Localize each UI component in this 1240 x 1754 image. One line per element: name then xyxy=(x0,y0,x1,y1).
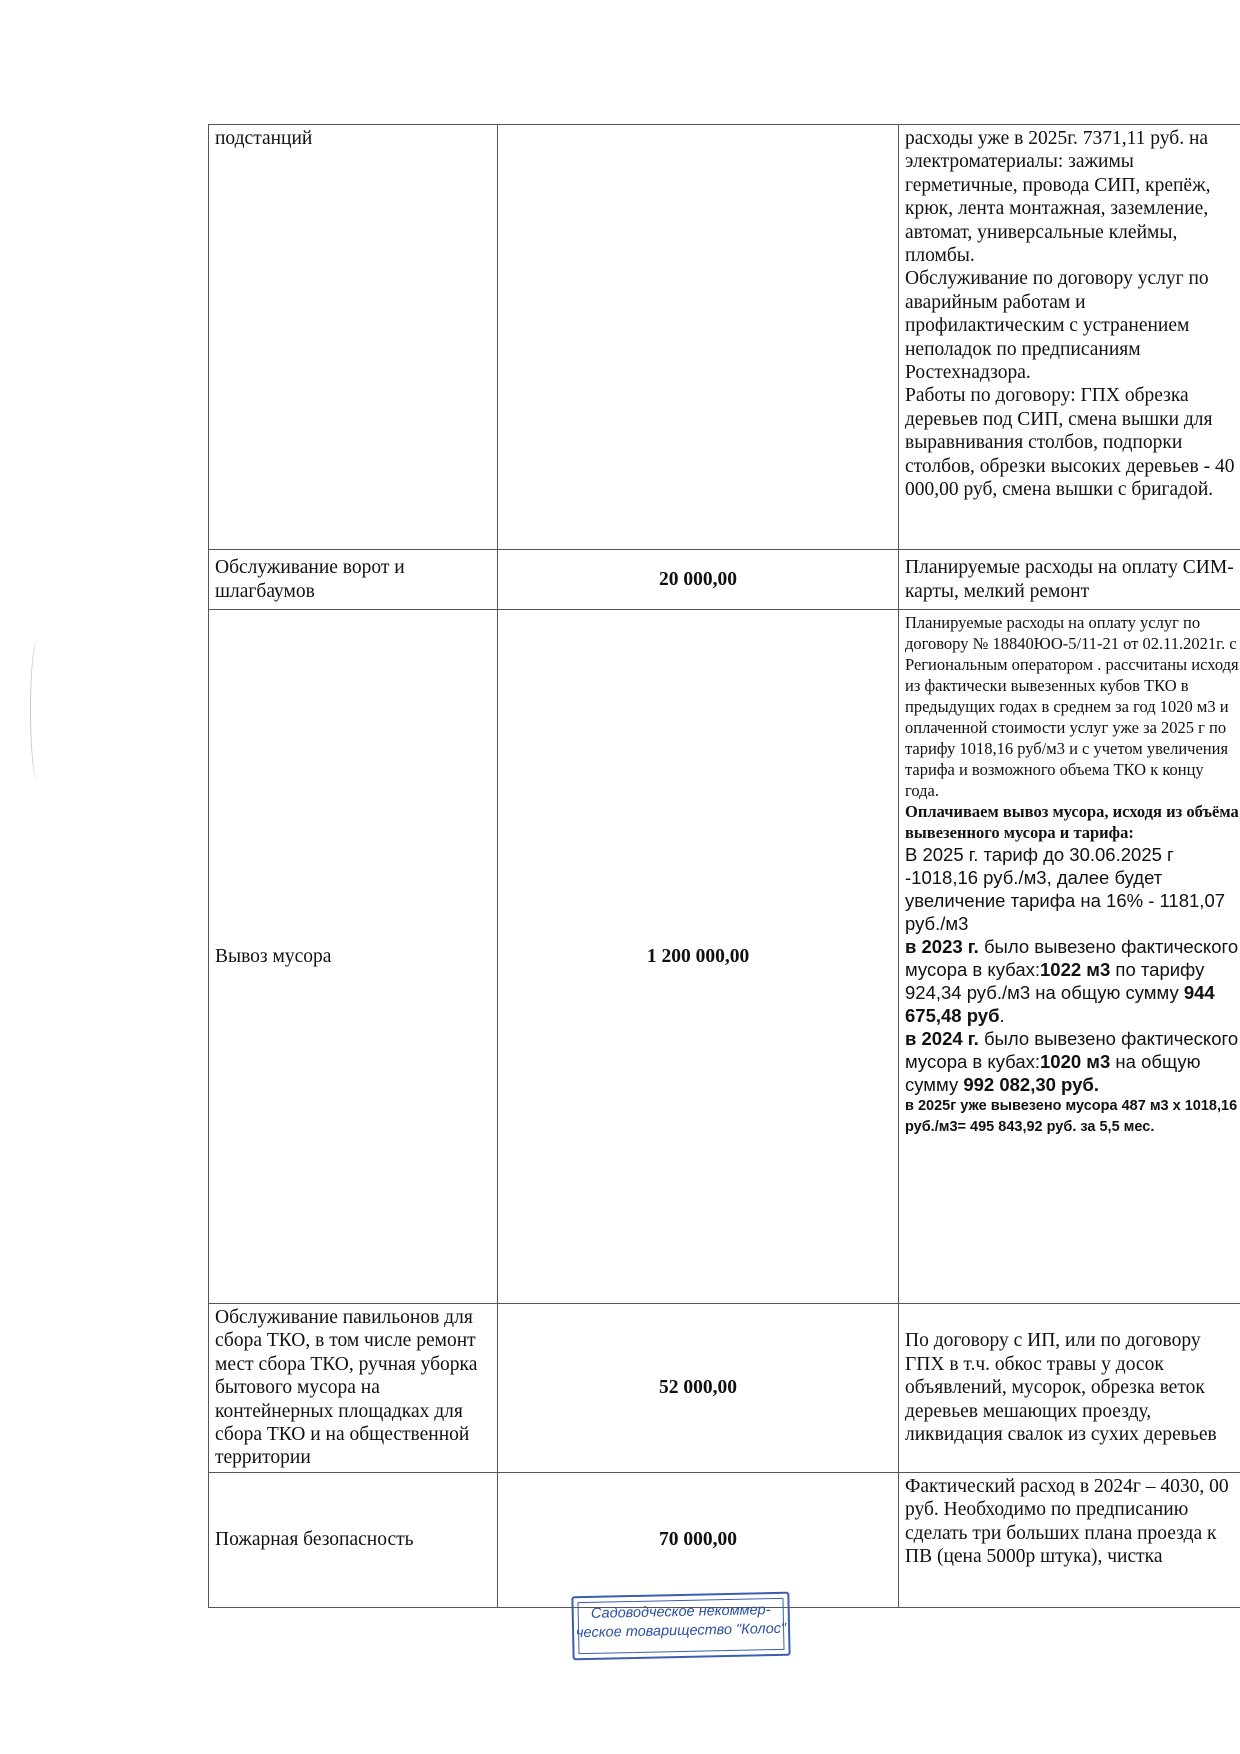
year-2023-end: . xyxy=(999,1005,1005,1026)
year-2024-label: в 2024 г. xyxy=(905,1028,979,1049)
amount-cell xyxy=(498,550,899,610)
year-2023-text xyxy=(905,935,1240,1027)
scan-artifact xyxy=(30,640,45,780)
organization-stamp xyxy=(571,1592,790,1661)
amount-cell xyxy=(498,610,899,1304)
year-2024-sum: 992 082,30 руб. xyxy=(963,1074,1099,1095)
item-label: Обслуживание ворот и шлагбаумов xyxy=(215,557,405,602)
amount-value: 70 000,00 xyxy=(659,1529,737,1551)
description-cell xyxy=(899,1472,1240,1607)
year-2023-volume: 1022 м3 xyxy=(1040,959,1111,980)
stamp-line-1: Садоводческое некоммер- xyxy=(590,1602,771,1622)
description-text: Планируемые расходы на оплату СИМ-карты, мелкий ремонт xyxy=(905,557,1234,602)
item-label: Пожарная безопасность xyxy=(215,1529,414,1551)
item-cell xyxy=(209,1472,498,1607)
year-2023-label: в 2023 г. xyxy=(905,936,979,957)
year-2023-sum: 944 675,48 руб xyxy=(905,982,1215,1026)
amount-value: 1 200 000,00 xyxy=(646,945,750,967)
description-text: По договору с ИП, или по договору ГПХ в т.ч. обкос травы у досок объявлений, мусорок, обрезка веток деревьев мешающих проезду, ликвидация свалок из сухих деревьев xyxy=(905,1330,1217,1446)
amount-value: 20 000,00 xyxy=(659,568,737,590)
item-cell xyxy=(209,550,498,610)
item-cell xyxy=(209,1304,498,1473)
year-2023-text-2: по тарифу 924,34 руб./м3 на общую сумму xyxy=(905,959,1205,1003)
tariff-text: В 2025 г. тариф до 30.06.2025 г -1018,16 руб./м3, далее будет увеличение тарифа на 16% - 1181,07 руб./м3 xyxy=(905,844,1226,934)
stamp-inner-border xyxy=(577,1598,784,1654)
year-2024-text-1: было вывезено фактического мусора в кубах: xyxy=(905,1028,1239,1072)
item-cell xyxy=(209,610,498,1304)
table-row xyxy=(209,1304,1240,1473)
year-2024-text xyxy=(905,1027,1240,1096)
table-row xyxy=(209,125,1240,550)
year-2024-volume: 1020 м3 xyxy=(1040,1051,1111,1072)
description-cell xyxy=(899,1304,1240,1473)
description-cell xyxy=(899,610,1240,1304)
table-row xyxy=(209,610,1240,1304)
description-part: Обслуживание по договору услуг по аварийным работам и профилактическим с устранением неполадок по предписаниям Ростехнадзора. xyxy=(905,268,1209,384)
year-2023-text-1: было вывезено фактического мусора в кубах: xyxy=(905,936,1239,980)
description-bold xyxy=(905,801,1240,843)
description-text: Фактический расход в 2024г – 4030, 00 руб. Необходимо по предписанию сделать три больших плана проезда к ПВ (цена 5000р штука), чистка xyxy=(905,1475,1229,1568)
description-part: расходы уже в 2025г. 7371,11 руб. на электроматериалы: зажимы герметичные, провода СИП, крепёж, крюк, лента монтажная, заземление, автомат, универсальные клеймы, пломбы. xyxy=(905,128,1211,267)
description-bold-text: Оплачиваем вывоз мусора, исходя из объёма вывезенного мусора и тарифа: xyxy=(905,802,1239,842)
item-label: Вывоз мусора xyxy=(215,945,332,967)
amount-cell xyxy=(498,125,899,550)
description-cell xyxy=(899,125,1240,550)
table-row xyxy=(209,550,1240,610)
amount-cell xyxy=(498,1472,899,1607)
amount-value: 52 000,00 xyxy=(659,1377,737,1399)
amount-cell xyxy=(498,1304,899,1473)
item-label: Обслуживание павильонов для сбора ТКО, в том числе ремонт мест сбора ТКО, ручная уборка бытового мусора на контейнерных площадках для сбора ТКО и на общественной территории xyxy=(215,1307,478,1469)
item-label: подстанций xyxy=(215,128,313,149)
table-row xyxy=(209,1472,1240,1607)
budget-table xyxy=(208,124,1240,1608)
description-cell xyxy=(899,550,1240,610)
description-plan: Планируемые расходы на оплату услуг по договору № 18840ЮО-5/11-21 от 02.11.2021г. с Региональным оператором . рассчитаны исходя из фактически вывезенных кубов ТКО в предыдущих годах в среднем за год 1020 м3 и оплаченной стоимости услуг уже за 2025 г по тарифу 1018,16 руб/м3 и с учетом увеличения тарифа и возможного объема ТКО к концу года. xyxy=(905,613,1239,800)
year-2024-text-2: на общую сумму xyxy=(905,1051,1201,1095)
item-cell xyxy=(209,125,498,550)
stamp-line-2: ческое товарищество "Колос" xyxy=(575,1620,787,1642)
description-part: Работы по договору: ГПХ обрезка деревьев под СИП, смена вышки для выравнивания столбов, подпорки столбов, обрезки высоких деревьев - 40 000,00 руб, смена вышки с бригадой. xyxy=(905,385,1235,501)
year-2025-text: в 2025г уже вывезено мусора 487 м3 х 1018,16 руб./м3= 495 843,92 руб. за 5,5 мес. xyxy=(905,1098,1238,1135)
